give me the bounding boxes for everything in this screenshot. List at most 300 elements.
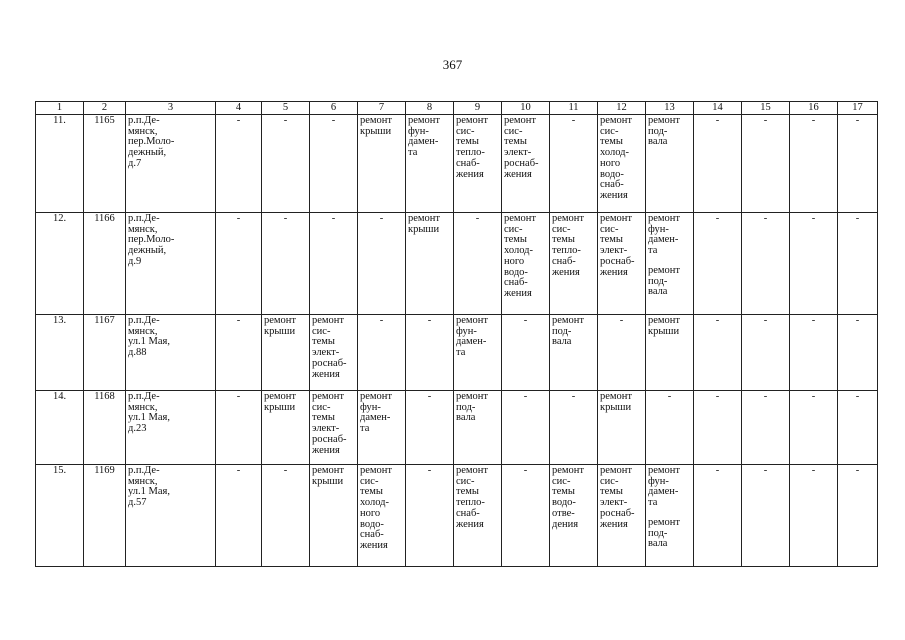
cell-text: водо- xyxy=(600,168,624,180)
cell-text: фун- xyxy=(456,325,477,337)
table-cell xyxy=(742,213,790,315)
cell-text: под- xyxy=(648,275,668,287)
cell-text: под- xyxy=(552,325,572,337)
cell-text: - xyxy=(763,115,768,126)
cell-text: мянск, xyxy=(128,223,158,235)
cell-text: ул.1 Мая, xyxy=(128,412,170,424)
cell-text: ремонт xyxy=(312,391,345,402)
cell-text: р.п.Де- xyxy=(128,115,160,126)
cell-text: жения xyxy=(312,368,340,380)
cell-text: крыши xyxy=(312,475,344,487)
table-row xyxy=(36,465,878,567)
table-cell xyxy=(126,465,216,567)
cell-text: вала xyxy=(552,336,572,348)
table-cell xyxy=(646,115,694,213)
cell-text: - xyxy=(715,213,720,224)
table-cell xyxy=(406,465,454,567)
cell-text: темы xyxy=(600,486,623,498)
table-cell xyxy=(358,115,406,213)
table-cell xyxy=(502,115,550,213)
cell-text: элект- xyxy=(504,147,532,159)
cell-text: жения xyxy=(360,539,388,551)
cell-text: жения xyxy=(600,518,628,530)
cell-text: дамен- xyxy=(456,336,487,348)
table-row xyxy=(36,213,878,315)
cell-text: вала xyxy=(648,136,668,148)
cell-text: жения xyxy=(456,168,484,180)
cell-text: - xyxy=(283,213,288,224)
cell-text: ремонт xyxy=(552,465,585,476)
cell-text: та xyxy=(360,423,370,435)
cell-text: д.23 xyxy=(128,423,147,435)
table-cell xyxy=(358,465,406,567)
cell-text: дения xyxy=(552,518,579,530)
table-cell xyxy=(216,115,262,213)
column-header: 15 xyxy=(742,102,790,115)
cell-text: ремонт xyxy=(456,391,489,402)
table-cell xyxy=(126,315,216,391)
cell-text: сис- xyxy=(600,125,619,137)
cell-text: пер.Моло- xyxy=(128,136,175,148)
cell-text: - xyxy=(715,315,720,326)
table-cell xyxy=(838,315,878,391)
cell-text: жения xyxy=(552,266,580,278)
cell-text: жения xyxy=(456,518,484,530)
table-cell xyxy=(742,115,790,213)
cell-text: - xyxy=(427,391,432,402)
cell-text: снаб- xyxy=(456,507,480,519)
table-cell xyxy=(216,465,262,567)
cell-text: крыши xyxy=(264,325,296,337)
cell-text: тепло- xyxy=(456,497,485,509)
cell-text: та xyxy=(648,497,658,509)
cell-text: ремонт xyxy=(408,115,441,126)
cell-text: вала xyxy=(456,412,476,424)
cell-text: ремонт xyxy=(504,115,537,126)
table-cell xyxy=(694,115,742,213)
cell-text: ремонт xyxy=(360,465,393,476)
cell-text: - xyxy=(283,115,288,126)
cell-text: сис- xyxy=(360,475,379,487)
cell-text: сис- xyxy=(504,223,523,235)
cell-text: крыши xyxy=(648,325,680,337)
cell-text: под- xyxy=(456,401,476,413)
cell-text: - xyxy=(331,213,336,224)
cell-text: отве- xyxy=(552,507,575,519)
column-header: 17 xyxy=(838,102,878,115)
cell-text: - xyxy=(667,391,672,402)
cell-text: сис- xyxy=(600,223,619,235)
cell-text: дамен- xyxy=(360,412,391,424)
cell-text: 11. xyxy=(53,115,66,126)
cell-text: темы xyxy=(600,234,623,246)
table-cell xyxy=(262,465,310,567)
cell-text: 12. xyxy=(52,213,67,224)
cell-text: 1165 xyxy=(94,115,115,126)
cell-text: дежный, xyxy=(128,245,167,257)
table-cell xyxy=(838,213,878,315)
cell-text: темы xyxy=(456,486,479,498)
cell-text: элект- xyxy=(312,423,340,435)
table-cell xyxy=(406,213,454,315)
cell-text: фун- xyxy=(648,223,669,235)
cell-text: ремонт xyxy=(648,516,681,528)
column-header: 4 xyxy=(216,102,262,115)
table-cell xyxy=(406,115,454,213)
cell-text: д.57 xyxy=(128,497,147,509)
cell-text: та xyxy=(456,347,466,359)
cell-text: 14. xyxy=(52,391,67,402)
cell-text: - xyxy=(715,391,720,402)
table-cell xyxy=(454,213,502,315)
table-cell xyxy=(790,391,838,465)
cell-text: темы xyxy=(456,136,479,148)
cell-text: роснаб- xyxy=(312,357,347,369)
cell-text: фун- xyxy=(408,125,429,137)
cell-text: темы xyxy=(360,486,383,498)
cell-text: ного xyxy=(504,255,525,267)
cell-text: 15. xyxy=(52,465,67,476)
table-cell xyxy=(84,213,126,315)
table-cell xyxy=(84,465,126,567)
table-cell xyxy=(406,391,454,465)
cell-text: р.п.Де- xyxy=(128,391,160,402)
cell-text: - xyxy=(811,213,816,224)
column-header: 3 xyxy=(126,102,216,115)
cell-text: - xyxy=(763,315,768,326)
table-cell xyxy=(454,391,502,465)
cell-text: крыши xyxy=(408,223,440,235)
cell-text: роснаб- xyxy=(504,157,539,169)
cell-text: - xyxy=(763,213,768,224)
cell-text: снаб- xyxy=(360,529,384,541)
cell-text: под- xyxy=(648,125,668,137)
cell-text: - xyxy=(236,315,241,326)
cell-text: водо- xyxy=(552,497,576,509)
table-cell xyxy=(694,465,742,567)
cell-text: сис- xyxy=(552,475,571,487)
cell-text: - xyxy=(236,213,241,224)
cell-text: - xyxy=(855,115,860,126)
cell-text: холод- xyxy=(360,497,389,509)
table-cell xyxy=(36,213,84,315)
table-cell xyxy=(646,465,694,567)
table-cell xyxy=(36,465,84,567)
table-cell xyxy=(550,465,598,567)
cell-text: ремонт xyxy=(552,213,585,224)
cell-text: жения xyxy=(504,287,532,299)
page-number: 367 xyxy=(442,57,463,72)
cell-text: роснаб- xyxy=(600,507,635,519)
table-cell xyxy=(550,315,598,391)
cell-text: элект- xyxy=(600,245,628,257)
cell-text: фун- xyxy=(648,475,669,487)
cell-text: сис- xyxy=(456,475,475,487)
table-cell xyxy=(598,115,646,213)
cell-text: темы xyxy=(552,486,575,498)
cell-text: темы xyxy=(552,234,575,246)
table-cell xyxy=(310,213,358,315)
cell-text: д.9 xyxy=(128,255,142,267)
cell-text: д.7 xyxy=(128,157,142,169)
cell-text: жения xyxy=(312,444,340,456)
table-cell xyxy=(310,315,358,391)
table-row xyxy=(36,115,878,213)
cell-text: р.п.Де- xyxy=(128,315,160,326)
column-header: 5 xyxy=(262,102,310,115)
table-cell xyxy=(790,115,838,213)
column-header: 6 xyxy=(310,102,358,115)
cell-text: крыши xyxy=(600,401,632,413)
table-cell xyxy=(262,315,310,391)
cell-text: ремонт xyxy=(408,213,441,224)
cell-text: пер.Моло- xyxy=(128,234,175,246)
cell-text: сис- xyxy=(600,475,619,487)
cell-text: ремонт xyxy=(312,315,345,326)
cell-text: ремонт xyxy=(264,315,297,326)
table-cell xyxy=(646,213,694,315)
cell-text: - xyxy=(811,465,816,476)
cell-text: - xyxy=(619,315,624,326)
table-cell xyxy=(790,465,838,567)
cell-text: роснаб- xyxy=(312,433,347,445)
table-cell xyxy=(262,213,310,315)
table-cell xyxy=(790,315,838,391)
cell-text: ремонт xyxy=(648,264,681,276)
column-header: 8 xyxy=(406,102,454,115)
column-header: 10 xyxy=(502,102,550,115)
column-header: 9 xyxy=(454,102,502,115)
table-cell xyxy=(550,213,598,315)
table-cell xyxy=(646,391,694,465)
cell-text: ремонт xyxy=(456,115,489,126)
table-cell xyxy=(126,115,216,213)
cell-text: жения xyxy=(600,266,628,278)
cell-text: - xyxy=(236,391,241,402)
cell-text: ул.1 Мая, xyxy=(128,336,170,348)
cell-text: мянск, xyxy=(128,125,158,137)
cell-text: ремонт xyxy=(312,465,345,476)
cell-text: - xyxy=(523,315,528,326)
cell-text: ул.1 Мая, xyxy=(128,486,170,498)
table-cell xyxy=(454,115,502,213)
cell-text: элект- xyxy=(600,497,628,509)
cell-text: д.88 xyxy=(128,347,147,359)
cell-text: - xyxy=(855,391,860,402)
cell-text: - xyxy=(379,213,384,224)
column-header: 13 xyxy=(646,102,694,115)
cell-text: сис- xyxy=(504,125,523,137)
cell-text: роснаб- xyxy=(600,255,635,267)
cell-text: 1169 xyxy=(94,465,115,476)
cell-text: снаб- xyxy=(456,157,480,169)
cell-text: ремонт xyxy=(456,315,489,326)
column-header: 11 xyxy=(550,102,598,115)
cell-text: ремонт xyxy=(648,213,681,224)
cell-text: - xyxy=(571,115,576,126)
cell-text: ремонт xyxy=(360,115,393,126)
cell-text: вала xyxy=(648,286,668,298)
table-cell xyxy=(358,391,406,465)
cell-text: р.п.Де- xyxy=(128,213,160,224)
cell-text: та xyxy=(408,147,418,159)
table-cell xyxy=(310,391,358,465)
cell-text: сис- xyxy=(552,223,571,235)
cell-text: 13. xyxy=(52,315,67,326)
cell-text: - xyxy=(811,315,816,326)
table-cell xyxy=(838,391,878,465)
header-row xyxy=(36,102,878,115)
table-cell xyxy=(742,315,790,391)
table-cell xyxy=(502,391,550,465)
cell-text: - xyxy=(475,213,480,224)
table-cell xyxy=(126,391,216,465)
cell-text: темы xyxy=(600,136,623,148)
table-cell xyxy=(598,315,646,391)
cell-text: 1166 xyxy=(94,213,115,224)
table-cell xyxy=(36,115,84,213)
cell-text: ремонт xyxy=(600,213,633,224)
table-cell xyxy=(262,391,310,465)
cell-text: ремонт xyxy=(264,391,297,402)
cell-text: мянск, xyxy=(128,325,158,337)
table-cell xyxy=(36,391,84,465)
table-cell xyxy=(742,465,790,567)
cell-text: мянск, xyxy=(128,475,158,487)
cell-text: тепло- xyxy=(456,147,485,159)
table-cell xyxy=(790,213,838,315)
cell-text: - xyxy=(811,115,816,126)
cell-text: дежный, xyxy=(128,147,167,159)
cell-text: - xyxy=(523,465,528,476)
table-cell xyxy=(838,115,878,213)
cell-text: та xyxy=(648,245,658,257)
table-cell xyxy=(84,315,126,391)
column-header: 12 xyxy=(598,102,646,115)
table-cell xyxy=(358,315,406,391)
cell-text: - xyxy=(427,315,432,326)
cell-text: - xyxy=(379,315,384,326)
cell-text: ремонт xyxy=(552,315,585,326)
cell-text: тепло- xyxy=(552,245,581,257)
table-cell xyxy=(310,115,358,213)
works-table xyxy=(35,101,878,567)
cell-text: дамен- xyxy=(408,136,439,148)
cell-text: дамен- xyxy=(648,486,679,498)
cell-text: снаб- xyxy=(552,255,576,267)
table-cell xyxy=(598,213,646,315)
table-cell xyxy=(126,213,216,315)
cell-text: ремонт xyxy=(648,315,681,326)
cell-text: - xyxy=(811,391,816,402)
table-cell xyxy=(406,315,454,391)
cell-text: крыши xyxy=(360,125,392,137)
table-cell xyxy=(36,315,84,391)
table-cell xyxy=(550,115,598,213)
table-cell xyxy=(454,465,502,567)
cell-text: - xyxy=(763,391,768,402)
cell-text: сис- xyxy=(312,325,331,337)
table-cell xyxy=(216,315,262,391)
cell-text: снаб- xyxy=(600,179,624,191)
cell-text: - xyxy=(715,465,720,476)
cell-text: жения xyxy=(600,189,628,201)
cell-text: мянск, xyxy=(128,401,158,413)
table-cell xyxy=(838,465,878,567)
cell-text: холод- xyxy=(600,147,629,159)
cell-text: ного xyxy=(600,157,621,169)
cell-text: водо- xyxy=(504,266,528,278)
cell-text: ремонт xyxy=(360,391,393,402)
table-cell xyxy=(502,465,550,567)
cell-text: сис- xyxy=(312,401,331,413)
table-cell xyxy=(598,391,646,465)
table-cell xyxy=(310,465,358,567)
cell-text: - xyxy=(427,465,432,476)
table-cell xyxy=(694,391,742,465)
cell-text: под- xyxy=(648,527,668,539)
table-cell xyxy=(84,391,126,465)
table-row xyxy=(36,391,878,465)
cell-text: ремонт xyxy=(600,391,633,402)
cell-text: - xyxy=(855,465,860,476)
table-cell xyxy=(84,115,126,213)
cell-text: ремонт xyxy=(648,115,681,126)
cell-text: - xyxy=(571,391,576,402)
cell-text: снаб- xyxy=(504,277,528,289)
cell-text: дамен- xyxy=(648,234,679,246)
cell-text: темы xyxy=(504,234,527,246)
column-header: 1 xyxy=(36,102,84,115)
table-cell xyxy=(742,391,790,465)
table-cell xyxy=(694,213,742,315)
table-cell xyxy=(502,315,550,391)
cell-text: темы xyxy=(312,412,335,424)
table-cell xyxy=(216,213,262,315)
cell-text: 1167 xyxy=(94,315,115,326)
cell-text: элект- xyxy=(312,347,340,359)
cell-text: крыши xyxy=(264,401,296,413)
cell-text: - xyxy=(331,115,336,126)
column-header: 7 xyxy=(358,102,406,115)
table-cell xyxy=(216,391,262,465)
table-cell xyxy=(262,115,310,213)
cell-text: фун- xyxy=(360,401,381,413)
cell-text: жения xyxy=(504,168,532,180)
cell-text: холод- xyxy=(504,245,533,257)
cell-text: - xyxy=(236,115,241,126)
table-cell xyxy=(502,213,550,315)
cell-text: ремонт xyxy=(600,465,633,476)
cell-text: р.п.Де- xyxy=(128,465,160,476)
cell-text: ремонт xyxy=(504,213,537,224)
cell-text: - xyxy=(715,115,720,126)
table-cell xyxy=(598,465,646,567)
table-cell xyxy=(358,213,406,315)
cell-text: темы xyxy=(504,136,527,148)
cell-text: - xyxy=(523,391,528,402)
cell-text: сис- xyxy=(456,125,475,137)
cell-text: темы xyxy=(312,336,335,348)
column-header: 14 xyxy=(694,102,742,115)
table-cell xyxy=(550,391,598,465)
table-cell xyxy=(694,315,742,391)
cell-text: - xyxy=(283,465,288,476)
cell-text: ремонт xyxy=(600,115,633,126)
cell-text: - xyxy=(855,315,860,326)
cell-text: - xyxy=(763,465,768,476)
cell-text: ремонт xyxy=(648,465,681,476)
